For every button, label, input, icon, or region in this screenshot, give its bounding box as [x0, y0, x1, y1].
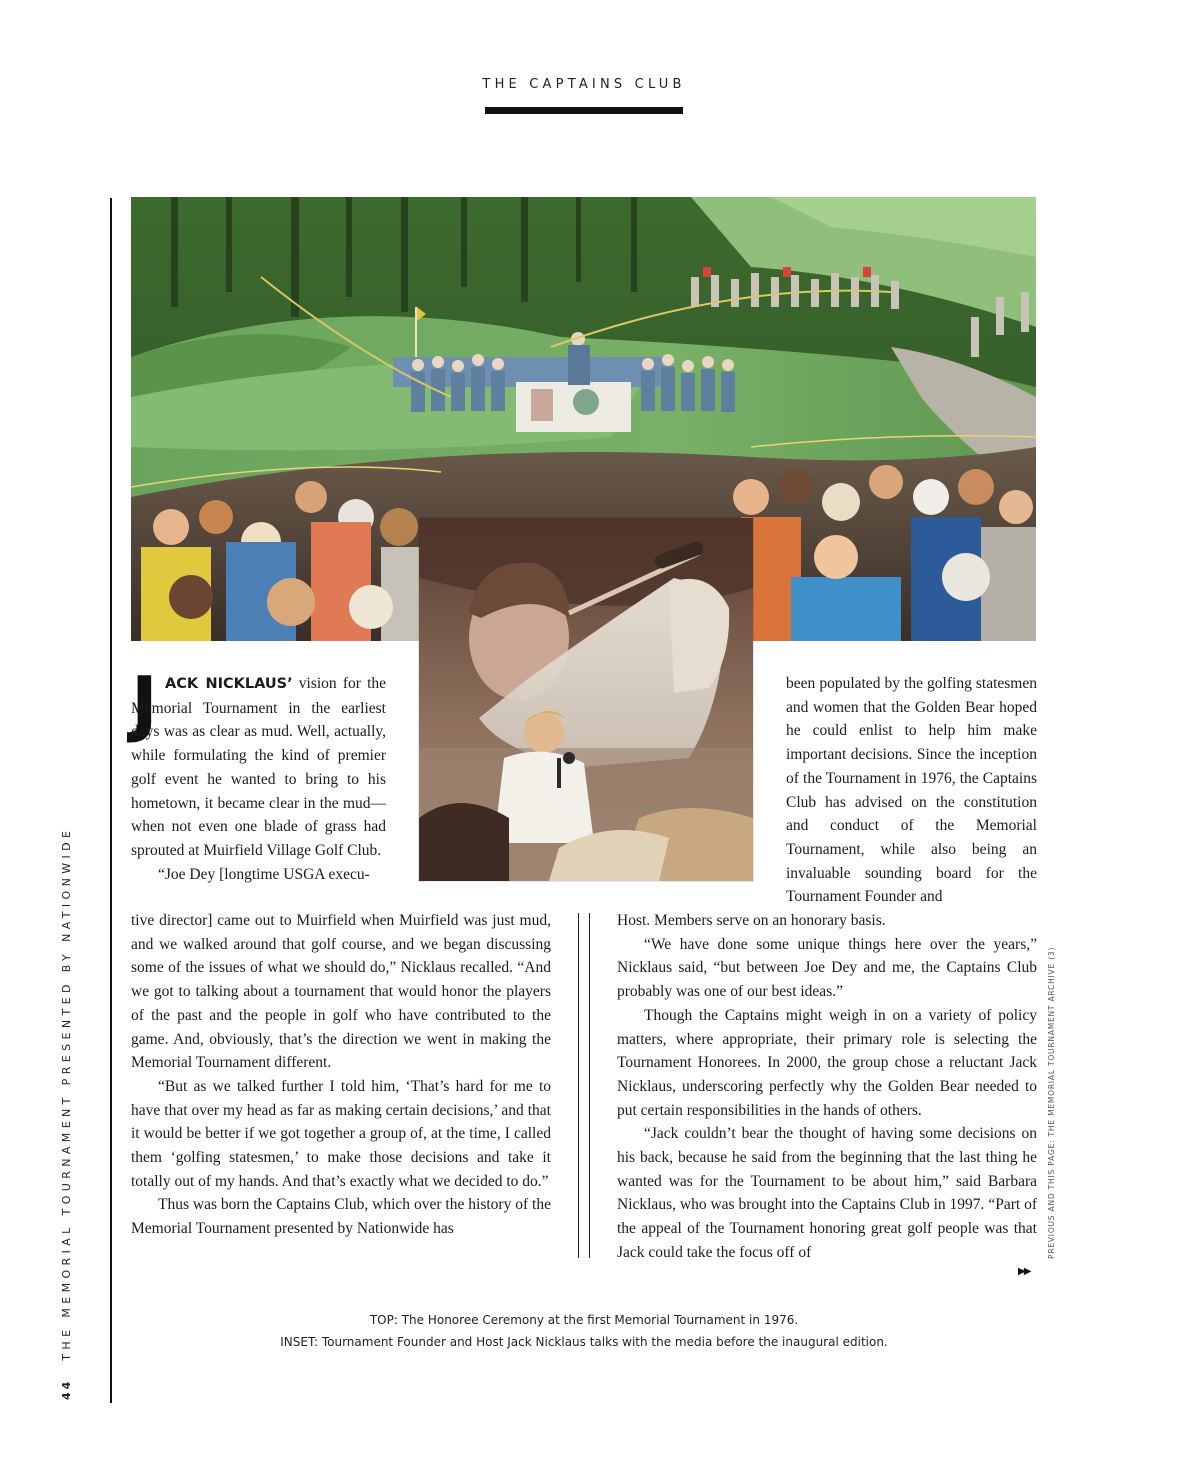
column-rule-right: [589, 913, 590, 1258]
side-rule: [110, 198, 112, 1403]
lead-label: ACK NICKLAUS’: [165, 676, 293, 692]
para2-rest: tive director] came out to Muirfield when Muirfield was just mud, and we walked around that golf course, and we began discussing some of the issues of what we should do,” Nicklaus recalled. “And we got to talking about a tournament that would honor the players of the past and the people in golf who have contributed to the game. And, obviously, that’s the direction we went in making the Memorial Tournament different.: [131, 912, 551, 1072]
photo-credit: PREVIOUS AND THIS PAGE: THE MEMORIAL TOURNAMENT ARCHIVE (3): [1047, 946, 1056, 1259]
right-column-body: [617, 909, 1037, 1265]
inset-photo-illustration: [419, 518, 753, 881]
lead-paragraph: [131, 672, 386, 886]
continue-arrow-icon: ▶▶: [1018, 1266, 1030, 1277]
para3: “But as we talked further I told him, ‘That’s hard for me to have that over my head as far as making certain decisions,’ and that it would be better if we got together a group of, at the time, I called them ‘golfing statesmen,’ to make those decisions and take it totally out of my hands. And that’s exactly what we decided to do.”: [131, 1077, 551, 1190]
caption-top: TOP: The Honoree Ceremony at the first Memorial Tournament in 1976.: [369, 1313, 799, 1327]
page-number: 44: [60, 1378, 73, 1400]
title-bar: [485, 107, 683, 114]
left-column-body: [131, 909, 551, 1241]
lead-text: vision for the Memorial Tournament in the earliest days was as clear as mud. Well, actually, while formulating the kind of premier golf event he wanted to bring to his hometown, it became clear in the mud—when not even one blade of grass had sprouted at Muirfield Village Golf Club.: [131, 675, 387, 859]
section-title: THE CAPTAINS CLUB: [482, 77, 686, 92]
right-top-text: been populated by the golfing statesmen and women that the Golden Bear hoped he could enlist to help him make important decisions. Since the inception of the Tournament in 1976, the Captains Club has advised on the constitution and conduct of the Memorial Tournament, while also being an invaluable sounding board for the Tournament Founder and: [786, 675, 1037, 906]
photo-nicklaus-inset: [419, 518, 753, 881]
column-rule-left: [578, 913, 579, 1258]
publication-name: THE MEMORIAL TOURNAMENT PRESENTED BY NATIONWIDE: [60, 826, 73, 1361]
para4: Thus was born the Captains Club, which over the history of the Memorial Tournament presented by Nationwide has: [131, 1196, 551, 1238]
right-cont-text: Host. Members serve on an honorary basis.: [617, 912, 886, 929]
para7: “Jack couldn’t bear the thought of having some decisions on his back, because he said from the beginning that the last thing he wanted was for the Tournament to be about him,” said Barbara Nicklaus, who was brought into the Captains Club in 1997. “Part of the appeal of the Tournament honoring great golf people was that Jack could take the focus off of: [617, 1125, 1037, 1261]
caption-inset: INSET: Tournament Founder and Host Jack Nicklaus talks with the media before the inaugural edition.: [280, 1335, 888, 1349]
drop-cap: J: [131, 661, 158, 745]
para5: “We have done some unique things here over the years,” Nicklaus said, “but between Joe Dey and me, the Captains Club probably was one of our best ideas.”: [617, 935, 1037, 1001]
para6: Though the Captains might weigh in on a variety of policy matters, where appropriate, their primary role is selecting the Tournament Honorees. In 2000, the group chose a reluctant Jack Nicklaus, underscoring perfectly why the Golden Bear needed to put certain responsibilities in the hands of others.: [617, 1006, 1037, 1119]
para2-top: “Joe Dey [longtime USGA execu-: [158, 865, 370, 883]
right-column-top: [786, 672, 1037, 909]
